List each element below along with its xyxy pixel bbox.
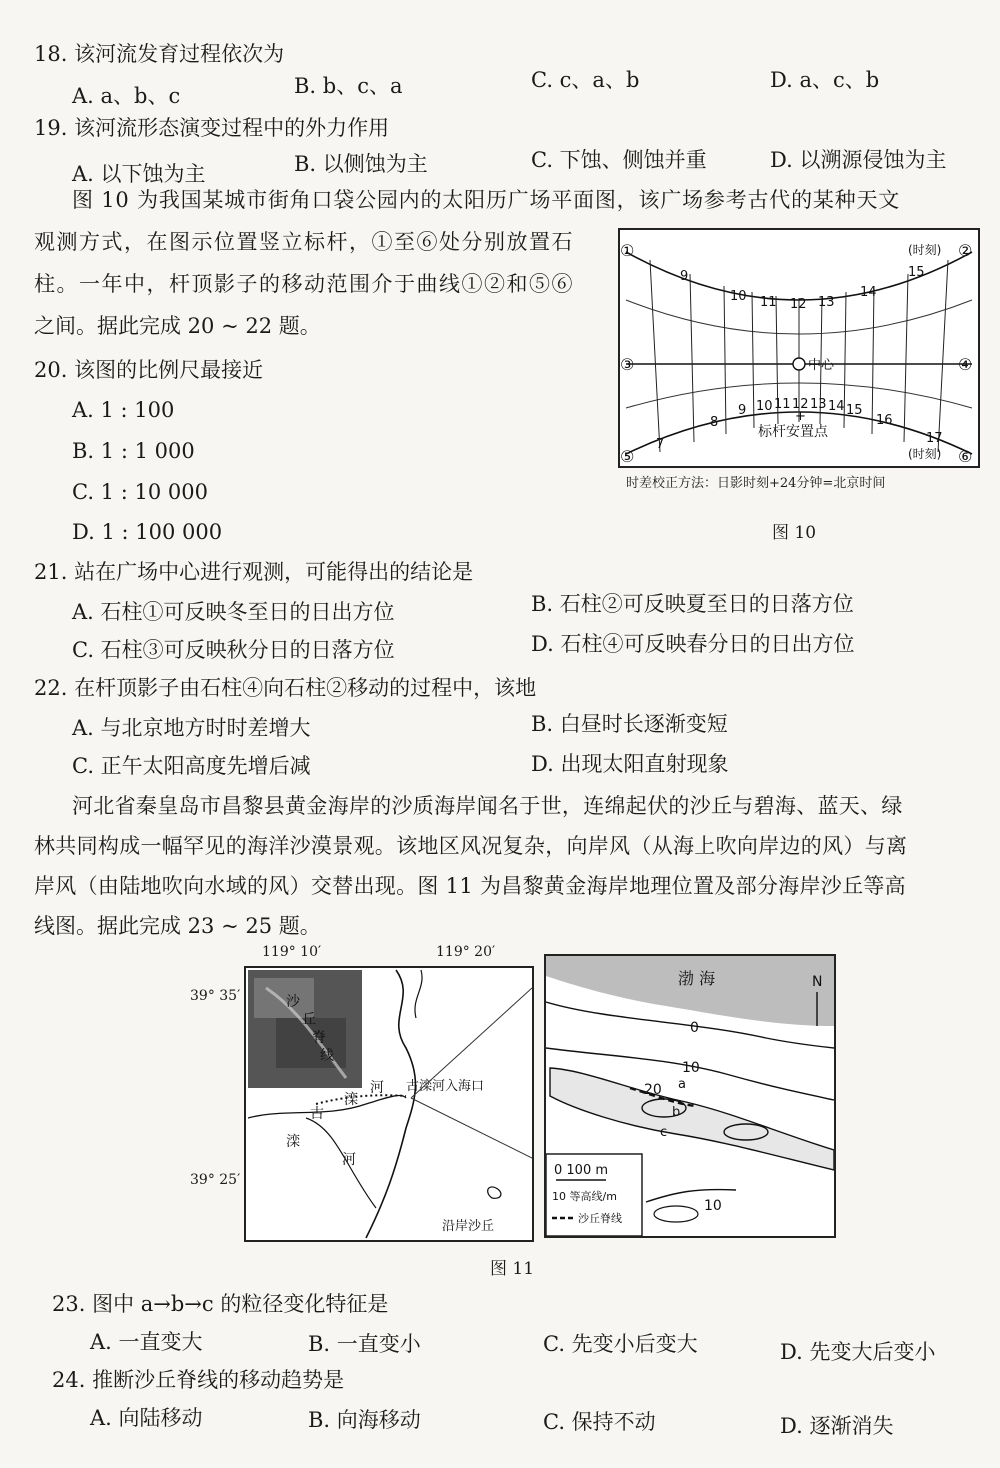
river-char-luan: 滦: [344, 1092, 358, 1108]
mid-hour-11: 11: [774, 397, 791, 412]
river2-char-luan: 滦: [286, 1134, 300, 1150]
north-label: N: [812, 974, 823, 990]
intro-fig10-line2: 观测方式，在图示位置竖立标杆，①至⑥处分别放置石: [34, 230, 574, 254]
q18-option-b: B. b、c、a: [294, 74, 403, 98]
q21-option-d: D. 石柱④可反映春分日的日出方位: [531, 632, 855, 656]
time-label-bottom: (时刻): [908, 447, 942, 461]
point-b-label: b: [672, 1105, 681, 1120]
contour-10b-label: 10: [704, 1198, 722, 1214]
coastline: [366, 970, 415, 1238]
fig11-lon-right: 119° 20′: [436, 944, 496, 960]
q20-stem: 20. 该图的比例尺最接近: [34, 358, 264, 382]
q23-option-c: C. 先变小后变大: [543, 1332, 698, 1356]
q24-option-a: A. 向陆移动: [90, 1406, 203, 1430]
q19-option-d: D. 以溯源侵蚀为主: [770, 148, 947, 172]
mid-hour-8: 8: [710, 415, 719, 430]
intro-fig11-line3: 岸风（由陆地吹向水域的风）交替出现。图 11 为昌黎黄金海岸地理位置及部分海岸沙丘等高: [34, 874, 906, 898]
q24-stem: 24. 推断沙丘脊线的移动趋势是: [52, 1368, 345, 1392]
q22-option-c: C. 正午太阳高度先增后减: [72, 754, 311, 778]
river-mouth-label: 古滦河入海口: [406, 1079, 485, 1094]
q22-option-b: B. 白昼时长逐渐变短: [531, 712, 728, 736]
q23-stem: 23. 图中 a→b→c 的粒径变化特征是: [52, 1292, 389, 1316]
mid-hour-16: 16: [876, 413, 893, 428]
inset-char-1: 沙: [286, 994, 300, 1010]
q23-option-d: D. 先变大后变小: [780, 1340, 936, 1364]
q18-option-a: A. a、b、c: [72, 84, 181, 108]
river-char-gu: 古: [310, 1106, 324, 1122]
stone-6: ⑥: [958, 447, 973, 466]
q22-option-a: A. 与北京地方时时差增大: [72, 716, 311, 740]
q20-option-c: C. 1 : 10 000: [72, 480, 208, 504]
intro-fig11-line1: 河北省秦皇岛市昌黎县黄金海岸的沙质海岸闻名于世，连绵起伏的沙丘与碧海、蓝天、绿: [72, 794, 903, 818]
q22-option-d: D. 出现太阳直射现象: [531, 752, 729, 776]
intro-fig10-line4: 之间。据此完成 20 ~ 22 题。: [34, 314, 321, 338]
stone-4: ④: [958, 355, 973, 374]
stone-3: ③: [620, 355, 635, 374]
q18-option-d: D. a、c、b: [770, 68, 880, 92]
scale-label: 0 100 m: [554, 1163, 609, 1178]
top-hour-14: 14: [860, 285, 877, 300]
mid-hour-15: 15: [846, 403, 863, 418]
center-circle: [793, 358, 805, 370]
intro-fig11-line2: 林共同构成一幅罕见的海洋沙漠景观。该地区风况复杂，向岸风（从海上吹向岸边的风）与离: [34, 834, 908, 858]
time-label-top: (时刻): [908, 243, 942, 257]
q24-option-d: D. 逐渐消失: [780, 1414, 894, 1438]
mid-hour-13: 13: [810, 397, 827, 412]
legend-contour-label: 10 等高线/m: [552, 1190, 617, 1203]
bottom-hour-17: 17: [926, 431, 943, 446]
figure-10-svg: [620, 230, 978, 466]
inset-char-2: 丘: [302, 1012, 316, 1028]
mid-hour-14: 14: [828, 399, 845, 414]
intro-fig10-line1: 图 10 为我国某城市街角口袋公园内的太阳历广场平面图，该广场参考古代的某种天文: [72, 188, 901, 212]
q21-option-a: A. 石柱①可反映冬至日的日出方位: [72, 600, 395, 624]
pole-mark: +: [795, 409, 806, 424]
top-hour-10: 10: [730, 289, 747, 304]
sea-area: [546, 956, 834, 1026]
q24-option-c: C. 保持不动: [543, 1410, 656, 1434]
inset-char-4: 线: [320, 1048, 334, 1064]
contour-10-lower: [646, 1190, 736, 1203]
q19-option-a: A. 以下蚀为主: [72, 162, 206, 186]
pole-label: 标杆安置点: [758, 424, 828, 440]
fig10-note: 时差校正方法：日影时刻+24分钟=北京时间: [626, 476, 886, 491]
river-branch: [306, 1118, 376, 1208]
q20-option-a: A. 1 : 100: [72, 398, 175, 422]
q18-stem: 18. 该河流发育过程依次为: [34, 42, 285, 66]
contour-10a-label: 10: [682, 1060, 700, 1076]
q21-option-b: B. 石柱②可反映夏至日的日落方位: [531, 592, 854, 616]
q21-stem: 21. 站在广场中心进行观测，可能得出的结论是: [34, 560, 474, 584]
contour-0-label: 0: [690, 1020, 699, 1036]
q22-stem: 22. 在杆顶影子由石柱④向石柱②移动的过程中，该地: [34, 676, 537, 700]
contour-20-label: 20: [644, 1082, 662, 1098]
legend-ridge-label: 沙丘脊线: [578, 1212, 622, 1225]
q20-option-b: B. 1 : 1 000: [72, 439, 195, 463]
fig11-lon-left: 119° 10′: [262, 944, 322, 960]
river-luan: [248, 1096, 406, 1118]
river2-char-he: 河: [342, 1152, 356, 1168]
inset-char-3: 脊: [312, 1030, 326, 1046]
intro-fig11-line4: 线图。据此完成 23 ~ 25 题。: [34, 914, 321, 938]
point-a-label: a: [678, 1077, 686, 1092]
top-hour-13: 13: [818, 295, 835, 310]
sea-label: 渤 海: [678, 969, 716, 988]
stone-1: ①: [620, 241, 635, 260]
q19-stem: 19. 该河流形态演变过程中的外力作用: [34, 116, 390, 140]
q23-option-a: A. 一直变大: [90, 1330, 203, 1354]
figure-10-sundial-plan: [618, 228, 980, 468]
top-hour-12: 12: [790, 297, 807, 312]
figure-11-location-map: [244, 966, 534, 1242]
q19-option-c: C. 下蚀、侧蚀并重: [531, 148, 707, 172]
top-hour-11: 11: [760, 295, 777, 310]
fig10-caption: 图 10: [772, 523, 817, 543]
fig11-lat-top: 39° 35′: [190, 988, 241, 1004]
figure-11-contour-map: [544, 954, 836, 1238]
figure-11-contour-svg: [546, 956, 834, 1236]
mid-hour-9: 9: [738, 403, 747, 418]
q20-option-d: D. 1 : 100 000: [72, 520, 223, 544]
fig11-lat-bottom: 39° 25′: [190, 1172, 241, 1188]
point-c-label: c: [660, 1125, 668, 1140]
q24-option-b: B. 向海移动: [308, 1408, 421, 1432]
q19-option-b: B. 以侧蚀为主: [294, 152, 428, 176]
center-label: 中心: [808, 358, 835, 373]
mid-hour-12: 12: [792, 397, 809, 412]
dunes-label: 沿岸沙丘: [442, 1219, 495, 1234]
stone-2: ②: [958, 241, 973, 260]
mid-hour-10: 10: [756, 399, 773, 414]
q18-option-c: C. c、a、b: [531, 68, 640, 92]
intro-fig10-line3: 柱。一年中，杆顶影子的移动范围介于曲线①②和⑤⑥: [34, 272, 574, 296]
bottom-hour-7: 7: [656, 437, 665, 452]
top-hour-15: 15: [908, 265, 925, 280]
stone-5: ⑤: [620, 447, 635, 466]
q23-option-b: B. 一直变小: [308, 1332, 421, 1356]
q21-option-c: C. 石柱③可反映秋分日的日落方位: [72, 638, 395, 662]
dunes-symbol: [488, 1187, 501, 1198]
top-hour-9: 9: [680, 269, 689, 284]
figure-11-map-svg: [246, 968, 532, 1240]
fig11-caption: 图 11: [490, 1259, 535, 1279]
river-char-he: 河: [370, 1080, 384, 1096]
